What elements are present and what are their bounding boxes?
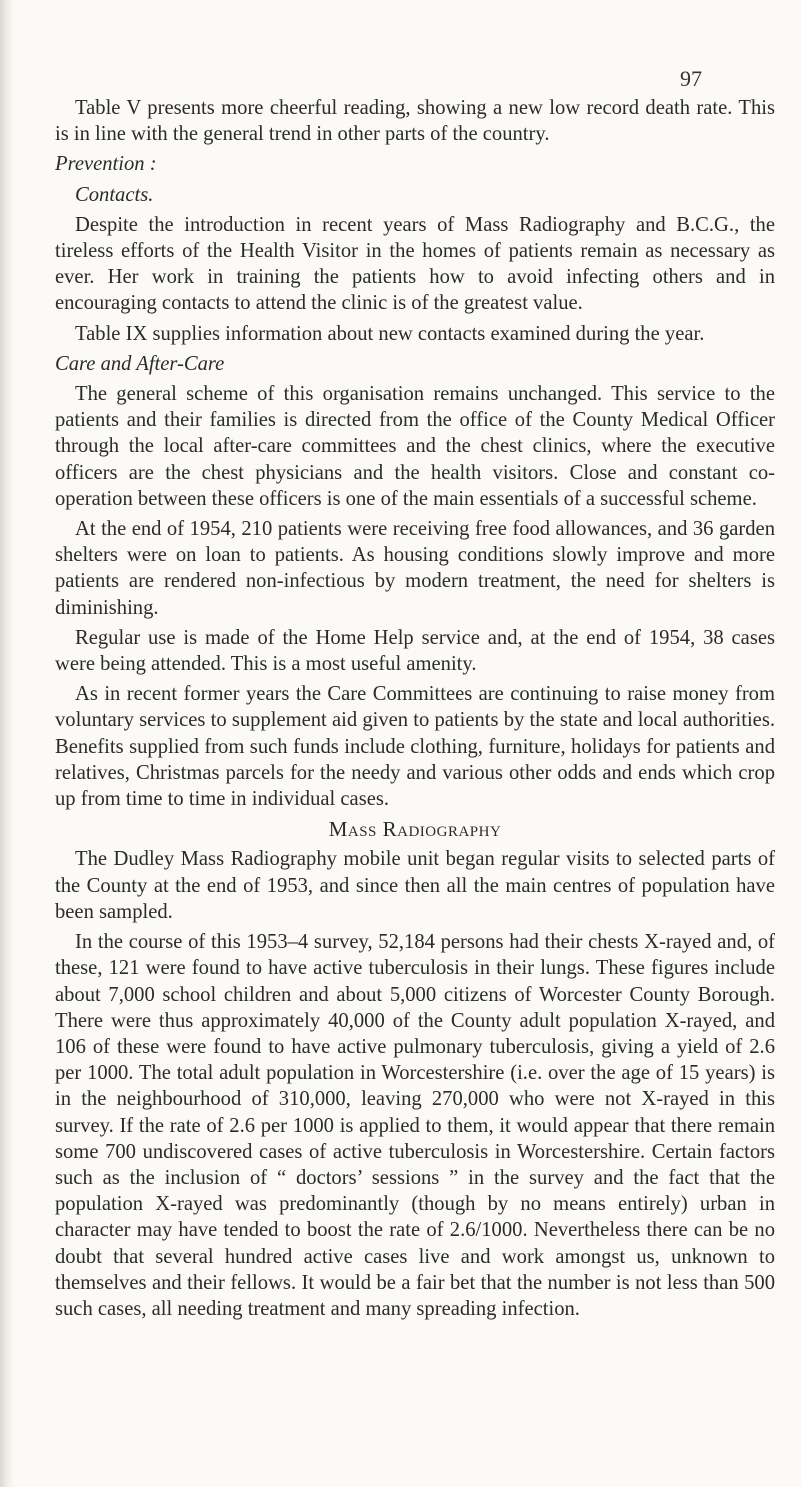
paragraph-home-help: Regular use is made of the Home Help service and, at the end of 1954, 38 cases were being attended. This is a most useful amenity.: [55, 626, 775, 676]
paragraph-dudley-unit: The Dudley Mass Radiography mobile unit began regular visits to selected parts of the County at the end of 1953, and since then all the main centres of population have been sampled.: [55, 848, 775, 923]
page-body: [55, 95, 775, 1326]
paragraph-care-committees: As in recent former years the Care Committees are continuing to raise money from voluntary services to supplement aid given to patients by the state and local authorities. Benefits supplied from such funds include clothing, furniture, holidays for patients and relatives, Christmas parcels for the needy and various other odds and ends which crop up from time to time in individual cases.: [55, 683, 775, 811]
heading-mass-radiography: Mass Radiography: [328, 817, 502, 842]
paragraph-table-ix: Table IX supplies information about new contacts examined during the year.: [75, 322, 705, 345]
paragraph-table-v: Table V presents more cheerful reading, showing a new low record death rate. This is in line with the general trend in other parts of the country.: [55, 97, 775, 146]
paragraph-health-visitor: Despite the introduction in recent years of Mass Radiography and B.C.G., the tireless efforts of the Health Visitor in the homes of patients remain as necessary as ever. Her work in training the patients how to avoid infecting others and in encouraging contacts to attend the clinic is of the greatest value.: [55, 213, 775, 315]
subheading-contacts: Contacts.: [75, 183, 154, 206]
paragraph-general-scheme: The general scheme of this organisation remains unchanged. This service to the patients and their families is directed from the office of the County Medical Officer through the local after-care committees and the chest clinics, where the executive officers are the chest physicians and the health visitors. Close and constant co-operation between these officers is one of the main essentials of a successful scheme.: [55, 383, 775, 510]
heading-prevention: Prevention :: [55, 153, 157, 176]
paragraph-survey-results: In the course of this 1953–4 survey, 52,184 persons had their chests X-rayed and, of these, 121 were found to have active tuberculosis in their lungs. These figures include about 7,000 school children and about 5,000 citizens of Worcester County Borough. There were thus approximately 40,000 of the County adult population X-rayed, and 106 of these were found to have active pulmonary tuberculosis, giving a yield of 2.6 per 1000. The total adult population in Worcestershire (i.e. over the age of 15 years) is in the neighbourhood of 310,000, leaving 270,000 who were not X-rayed in this survey. If the rate of 2.6 per 1000 is applied to them, it would appear that there remain some 700 undiscovered cases of active tuberculosis in Worcestershire. Certain factors such as the inclusion of “ doctors’ sessions ” in the survey and the fact that the population X-rayed was predominantly (though by no means entirely) urban in character may have tended to boost the rate of 2.6/1000. Nevertheless there can be no doubt that several hundred active cases live and work amongst us, unknown to themselves and their fellows. It would be a fair bet that the number is not less than 500 such cases, all needing treatment and many spreading infection.: [55, 931, 775, 1320]
heading-care-and-after-care: Care and After-Care: [55, 352, 225, 375]
page-number: 97: [680, 66, 702, 91]
paragraph-food-allowances: At the end of 1954, 210 patients were receiving free food allowances, and 36 garden shelters were on loan to patients. As housing conditions slowly improve and more patients are rendered non-infectious by modern treatment, the need for shelters is diminishing.: [55, 518, 775, 619]
page-binding-edge: [0, 0, 14, 1487]
